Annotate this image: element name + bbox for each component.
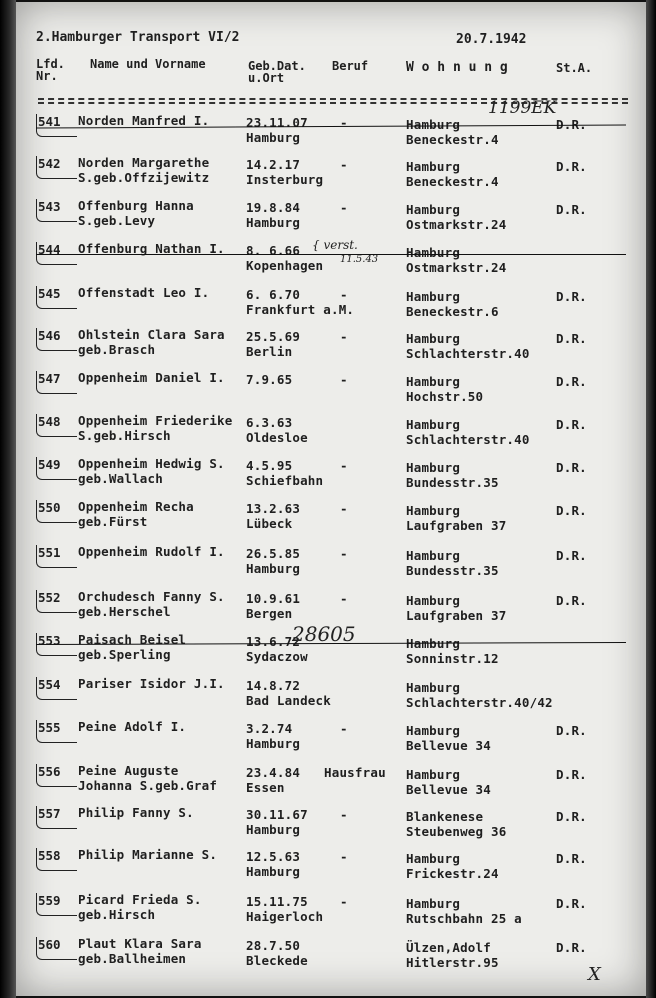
col-header-occupation: Beruf: [332, 59, 369, 73]
row-nationality: D.R.: [556, 417, 587, 432]
row-name-line1: Orchudesch Fanny S.: [78, 589, 225, 604]
row-birth-date: 14.2.17: [246, 157, 301, 172]
row-address-street: Hitlerstr.95: [406, 955, 499, 970]
row-birth-date: 28.7.50: [246, 938, 301, 953]
row-name-line1: Norden Margarethe: [78, 155, 210, 170]
row-occupation: -: [340, 115, 348, 130]
col-header-address: W o h n u n g: [406, 60, 508, 75]
row-birth-date: 14.8.72: [246, 678, 301, 693]
row-nationality: D.R.: [556, 767, 587, 782]
row-name-line1: Oppenheim Friederike: [78, 413, 233, 428]
transport-date: 20.7.1942: [456, 32, 527, 47]
row-birth-place: Hamburg: [246, 736, 301, 751]
row-number: 557: [38, 806, 61, 821]
row-name-line2: S.geb.Hirsch: [78, 428, 171, 443]
row-birth-date: 13.2.63: [246, 501, 301, 516]
row-address-street: Ostmarkstr.24: [406, 260, 507, 275]
row-name-line2: S.geb.Levy: [78, 213, 156, 228]
row-address-city: Hamburg: [406, 680, 461, 695]
row-birth-date: 4.5.95: [246, 458, 293, 473]
row-address-city: Hamburg: [406, 723, 461, 738]
table-row: [16, 114, 646, 154]
row-name-line1: Philip Fanny S.: [78, 805, 194, 820]
row-occupation: -: [340, 372, 348, 387]
row-occupation: -: [340, 458, 348, 473]
row-address-city: Hamburg: [406, 159, 461, 174]
row-name-line2: geb.Wallach: [78, 471, 163, 486]
row-address-city: Hamburg: [406, 202, 461, 217]
row-name-line1: Peine Auguste: [78, 763, 179, 778]
row-address-street: Frickestr.24: [406, 866, 499, 881]
row-number: 551: [38, 545, 61, 560]
row-number: 542: [38, 156, 61, 171]
row-birth-place: Essen: [246, 780, 285, 795]
row-nationality: D.R.: [556, 289, 587, 304]
row-address-street: Schlachterstr.40: [406, 346, 530, 361]
handwritten-note-544b: 11.5.43: [340, 254, 379, 265]
row-address-street: Hochstr.50: [406, 389, 484, 404]
row-nationality: D.R.: [556, 374, 587, 389]
row-number: 554: [38, 677, 61, 692]
table-row: [16, 286, 646, 326]
row-number: 555: [38, 720, 61, 735]
table-row: [16, 848, 646, 888]
row-birth-date: 25.5.69: [246, 329, 301, 344]
row-nationality: D.R.: [556, 503, 587, 518]
row-number: 547: [38, 371, 61, 386]
table-row: [16, 720, 646, 760]
row-number: 546: [38, 328, 61, 343]
row-occupation: -: [340, 591, 348, 606]
row-nationality: D.R.: [556, 460, 587, 475]
row-number: 544: [38, 242, 61, 257]
row-name-line2: S.geb.Offzijewitz: [78, 170, 210, 185]
row-birth-date: 15.11.75: [246, 894, 308, 909]
row-birth-place: Hamburg: [246, 130, 301, 145]
row-birth-place: Kopenhagen: [246, 258, 324, 273]
row-number: 549: [38, 457, 61, 472]
row-name-line2: geb.Fürst: [78, 514, 148, 529]
col-header-nr: Lfd. Nr.: [36, 57, 65, 83]
row-birth-place: Oldesloe: [246, 430, 308, 445]
row-occupation: -: [340, 501, 348, 516]
row-number: 559: [38, 893, 61, 908]
row-address-city: Hamburg: [406, 548, 461, 563]
row-birth-date: 23.4.84: [246, 765, 301, 780]
row-birth-place: Insterburg: [246, 172, 324, 187]
row-occupation: -: [340, 329, 348, 344]
row-address-city: Hamburg: [406, 460, 461, 475]
handwritten-note-553: 28605: [292, 622, 356, 646]
row-address-street: Rutschbahn 25 a: [406, 911, 522, 926]
row-address-city: Hamburg: [406, 636, 461, 651]
row-address-city: Hamburg: [406, 331, 461, 346]
row-nationality: D.R.: [556, 593, 587, 608]
row-nationality: D.R.: [556, 548, 587, 563]
row-number: 558: [38, 848, 61, 863]
table-row: [16, 156, 646, 196]
row-address-street: Schlachterstr.40/42: [406, 695, 553, 710]
row-birth-date: 23.11.07: [246, 115, 308, 130]
row-birth-place: Hamburg: [246, 561, 301, 576]
row-name-line1: Oppenheim Daniel I.: [78, 370, 225, 385]
row-birth-place: Berlin: [246, 344, 293, 359]
row-address-city: Hamburg: [406, 245, 461, 260]
row-birth-date: 8. 6.66: [246, 243, 301, 258]
row-nationality: D.R.: [556, 331, 587, 346]
row-occupation: -: [340, 546, 348, 561]
row-birth-place: Bad Landeck: [246, 693, 331, 708]
table-row: [16, 199, 646, 239]
page-shadow-left: [0, 0, 16, 998]
table-row: [16, 500, 646, 540]
row-address-street: Schlachterstr.40: [406, 432, 530, 447]
row-occupation: Hausfrau: [324, 765, 386, 780]
row-nationality: D.R.: [556, 159, 587, 174]
row-name-line2: geb.Brasch: [78, 342, 156, 357]
row-name-line1: Oppenheim Rudolf I.: [78, 544, 225, 559]
row-birth-place: Hamburg: [246, 864, 301, 879]
row-name-line1: Norden Manfred I.: [78, 113, 210, 128]
row-name-line1: Oppenheim Recha: [78, 499, 194, 514]
handwritten-note-541: 1199EK: [488, 98, 557, 118]
table-row: [16, 328, 646, 368]
row-name-line2: Johanna S.geb.Graf: [78, 778, 218, 793]
row-birth-date: 19.8.84: [246, 200, 301, 215]
row-occupation: -: [340, 807, 348, 822]
row-nationality: D.R.: [556, 202, 587, 217]
row-number: 545: [38, 286, 61, 301]
row-name-line1: Ohlstein Clara Sara: [78, 327, 225, 342]
row-birth-place: Hamburg: [246, 215, 301, 230]
row-birth-date: 6.3.63: [246, 415, 293, 430]
row-number: 553: [38, 633, 61, 648]
row-nationality: D.R.: [556, 117, 587, 132]
row-name-line1: Picard Frieda S.: [78, 892, 202, 907]
table-row: [16, 545, 646, 585]
table-row: [16, 937, 646, 977]
row-address-street: Sonninstr.12: [406, 651, 499, 666]
row-address-street: Beneckestr.4: [406, 174, 499, 189]
col-header-birth: Geb.Dat. u.Ort: [248, 59, 306, 85]
row-number: 548: [38, 414, 61, 429]
row-birth-date: 10.9.61: [246, 591, 301, 606]
table-row: [16, 414, 646, 454]
row-name-line1: Paisach Beisel: [78, 632, 187, 647]
row-birth-place: Sydaczow: [246, 649, 308, 664]
row-occupation: -: [340, 721, 348, 736]
table-row: [16, 677, 646, 717]
row-occupation: -: [340, 894, 348, 909]
row-address-city: Blankenese: [406, 809, 484, 824]
strike-line-544: [36, 254, 626, 255]
row-birth-place: Bergen: [246, 606, 293, 621]
row-name-line2: geb.Ballheimen: [78, 951, 187, 966]
table-row: [16, 764, 646, 804]
row-address-city: Hamburg: [406, 289, 461, 304]
row-address-city: Hamburg: [406, 417, 461, 432]
row-address-city: Ülzen,Adolf: [406, 940, 491, 955]
row-name-line1: Offenstadt Leo I.: [78, 285, 210, 300]
row-name-line1: Oppenheim Hedwig S.: [78, 456, 225, 471]
row-nationality: D.R.: [556, 940, 587, 955]
row-address-city: Hamburg: [406, 896, 461, 911]
row-address-city: Hamburg: [406, 593, 461, 608]
row-birth-date: 30.11.67: [246, 807, 308, 822]
row-birth-place: Frankfurt a.M.: [246, 302, 355, 317]
row-address-street: Steubenweg 36: [406, 824, 507, 839]
row-birth-date: 13.6.72: [246, 634, 301, 649]
row-name-line2: geb.Hirsch: [78, 907, 156, 922]
row-nationality: D.R.: [556, 809, 587, 824]
row-address-city: Hamburg: [406, 503, 461, 518]
row-name-line2: geb.Herschel: [78, 604, 171, 619]
table-row: [16, 806, 646, 846]
table-row: [16, 371, 646, 411]
row-occupation: -: [340, 849, 348, 864]
table-row: [16, 893, 646, 933]
row-name-line1: Pariser Isidor J.I.: [78, 676, 225, 691]
row-number: 541: [38, 114, 61, 129]
row-occupation: -: [340, 287, 348, 302]
row-number: 543: [38, 199, 61, 214]
row-birth-place: Hamburg: [246, 822, 301, 837]
row-address-city: Hamburg: [406, 117, 461, 132]
row-address-city: Hamburg: [406, 767, 461, 782]
col-header-nationality: St.A.: [556, 61, 593, 75]
row-address-street: Bundesstr.35: [406, 563, 499, 578]
row-occupation: -: [340, 157, 348, 172]
row-address-city: Hamburg: [406, 374, 461, 389]
row-number: 550: [38, 500, 61, 515]
row-number: 556: [38, 764, 61, 779]
row-birth-place: Bleckede: [246, 953, 308, 968]
row-birth-date: 6. 6.70: [246, 287, 301, 302]
row-name-line1: Plaut Klara Sara: [78, 936, 202, 951]
row-address-street: Beneckestr.4: [406, 132, 499, 147]
row-address-street: Bellevue 34: [406, 738, 491, 753]
row-address-city: Hamburg: [406, 851, 461, 866]
row-birth-place: Schiefbahn: [246, 473, 324, 488]
transport-title: 2.Hamburger Transport VI/2: [36, 30, 240, 45]
handwritten-x-mark: X: [588, 964, 601, 985]
row-name-line1: Offenburg Hanna: [78, 198, 194, 213]
row-address-street: Laufgraben 37: [406, 518, 507, 533]
row-birth-date: 12.5.63: [246, 849, 301, 864]
row-address-street: Beneckestr.6: [406, 304, 499, 319]
row-birth-place: Lübeck: [246, 516, 293, 531]
row-name-line1: Philip Marianne S.: [78, 847, 218, 862]
row-occupation: -: [340, 200, 348, 215]
row-birth-date: 7.9.65: [246, 372, 293, 387]
row-number: 552: [38, 590, 61, 605]
row-birth-date: 3.2.74: [246, 721, 293, 736]
row-address-street: Ostmarkstr.24: [406, 217, 507, 232]
row-address-street: Laufgraben 37: [406, 608, 507, 623]
row-nationality: D.R.: [556, 851, 587, 866]
col-header-name: Name und Vorname: [90, 57, 206, 71]
row-address-street: Bundesstr.35: [406, 475, 499, 490]
table-row: [16, 457, 646, 497]
row-birth-place: Haigerloch: [246, 909, 324, 924]
row-number: 560: [38, 937, 61, 952]
row-address-street: Bellevue 34: [406, 782, 491, 797]
row-name-line2: geb.Sperling: [78, 647, 171, 662]
handwritten-note-544a: { verst.: [312, 238, 358, 252]
page-shadow-right: [646, 0, 656, 998]
row-nationality: D.R.: [556, 896, 587, 911]
document-page: [16, 2, 646, 996]
row-name-line1: Offenburg Nathan I.: [78, 241, 225, 256]
row-birth-date: 26.5.85: [246, 546, 301, 561]
row-name-line1: Peine Adolf I.: [78, 719, 187, 734]
row-nationality: D.R.: [556, 723, 587, 738]
